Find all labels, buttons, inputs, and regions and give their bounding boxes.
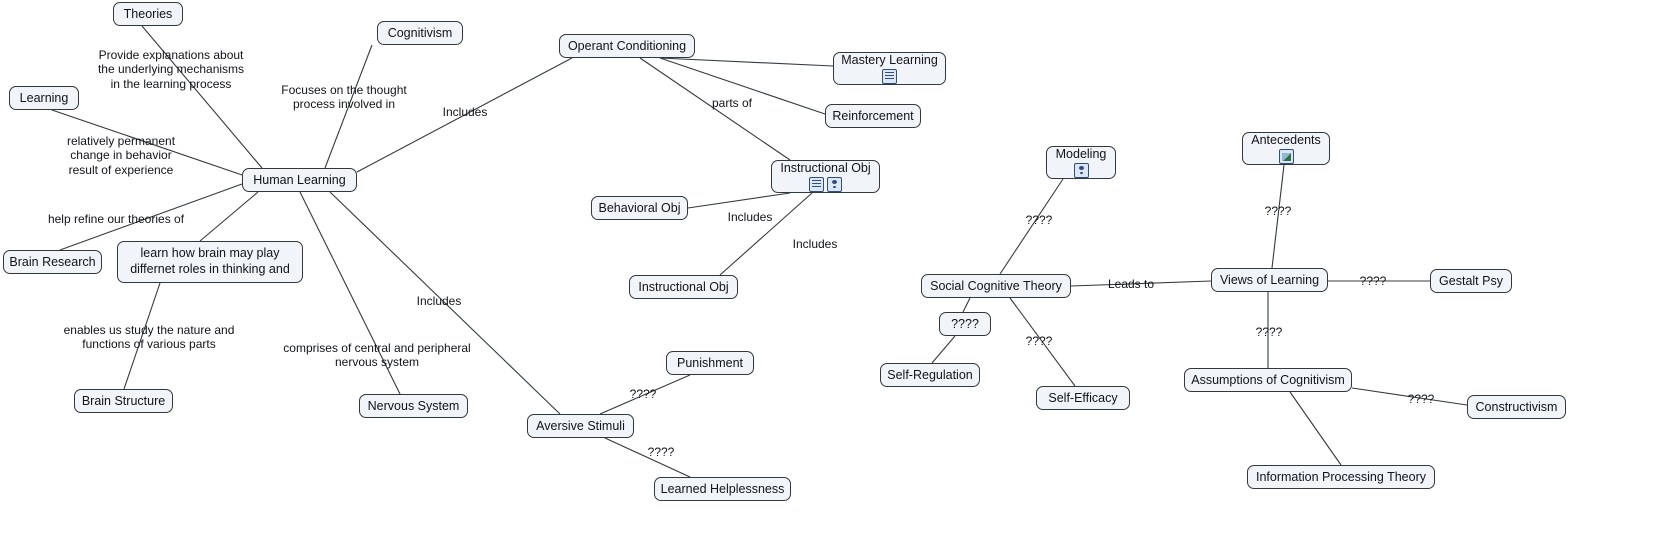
node-label: Information Processing Theory (1256, 469, 1426, 484)
node-label: Cognitivism (387, 25, 453, 40)
node-label: Human Learning (253, 172, 346, 187)
node-label: Learned Helplessness (660, 481, 785, 496)
node-label: Self-Regulation (887, 367, 973, 382)
edge-label-l-relatively-permanent: relatively permanent change in behavior result of experience (66, 134, 176, 177)
edge-operant-conditioning-to-mastery-learning (660, 58, 833, 66)
node-brain-structure[interactable] (74, 389, 173, 413)
person-icon[interactable] (1074, 163, 1089, 178)
node-instructional-obj-bottom[interactable] (629, 275, 738, 299)
node-label: Behavioral Obj (598, 200, 681, 215)
node-label: Aversive Stimuli (536, 418, 625, 433)
edge-behavioral-obj-to-instructional-obj-top (688, 193, 790, 208)
edge-label-l-q-selfeff: ???? (1025, 334, 1053, 348)
edge-unknown-scq-to-self-regulation (932, 336, 955, 363)
node-label: ???? (951, 316, 979, 331)
node-label: Reinforcement (832, 108, 914, 123)
node-punishment[interactable] (666, 351, 754, 375)
node-label: learn how brain may play differnet roles in thinking and (130, 246, 290, 276)
node-theories[interactable] (113, 2, 183, 26)
edge-label-l-includes-behavioral: Includes (727, 210, 773, 224)
node-learned-helplessness[interactable] (654, 477, 791, 501)
edge-label-l-q-modeling: ???? (1025, 213, 1053, 227)
node-behavioral-obj[interactable] (591, 196, 688, 220)
node-assumptions-of-cognitivism[interactable] (1184, 368, 1352, 392)
edge-label-l-q-gestalt: ???? (1359, 274, 1387, 288)
edge-social-cognitive-theory-to-unknown-scq (963, 298, 970, 312)
node-label: Self-Efficacy (1048, 390, 1118, 405)
node-label: Nervous System (367, 398, 460, 413)
node-label: Learning (19, 90, 69, 105)
node-icon-group (1074, 163, 1089, 178)
edge-label-l-provide-explanations: Provide explanations about the underlying mechanisms in the learning process (97, 48, 245, 91)
doc-icon[interactable] (882, 69, 897, 84)
node-label: Views of Learning (1219, 272, 1320, 287)
node-label: Antecedents (1251, 132, 1321, 147)
node-label: Punishment (676, 355, 743, 370)
edge-instructional-obj-top-to-instructional-obj-bottom (720, 193, 812, 275)
edge-label-l-parts-of: parts of (711, 96, 753, 110)
node-reinforcement[interactable] (825, 104, 921, 128)
edge-label-l-focuses-thought: Focuses on the thought process involved in (281, 83, 407, 112)
edge-human-learning-to-brain-roles (200, 192, 258, 241)
edge-label-l-includes-instr: Includes (792, 237, 838, 251)
doc-icon[interactable] (809, 177, 824, 192)
node-human-learning[interactable] (242, 168, 357, 192)
node-views-of-learning[interactable] (1211, 268, 1328, 292)
edge-label-l-q-helpless: ???? (647, 445, 675, 459)
node-label: Brain Structure (81, 393, 166, 408)
node-learning[interactable] (9, 86, 79, 110)
edge-label-l-q-punishment: ???? (629, 387, 657, 401)
person-icon[interactable] (827, 177, 842, 192)
node-label: Constructivism (1475, 399, 1558, 414)
node-mastery-learning[interactable] (833, 52, 946, 85)
edge-label-l-q-antecedents: ???? (1264, 204, 1292, 218)
node-brain-research[interactable] (3, 250, 102, 274)
node-label: Instructional Obj (638, 279, 729, 294)
node-self-efficacy[interactable] (1036, 386, 1130, 410)
edge-label-l-includes-aversive: Includes (416, 294, 462, 308)
node-instructional-obj-top[interactable] (771, 160, 880, 193)
edge-label-l-q-assumptions: ???? (1255, 325, 1283, 339)
node-label: Gestalt Psy (1439, 273, 1503, 288)
node-label: Mastery Learning (841, 52, 938, 67)
node-antecedents[interactable] (1242, 132, 1330, 165)
node-constructivism[interactable] (1467, 395, 1566, 419)
edge-label-l-help-refine: help refine our theories of (47, 212, 185, 226)
node-operant-conditioning[interactable] (559, 34, 695, 58)
node-social-cognitive-theory[interactable] (921, 274, 1071, 298)
node-brain-roles[interactable] (117, 241, 303, 283)
node-modeling[interactable] (1046, 146, 1116, 179)
node-self-regulation[interactable] (880, 363, 980, 387)
node-icon-group (882, 69, 897, 84)
edge-label-l-includes-top: Includes (442, 105, 488, 119)
node-information-processing-theory[interactable] (1247, 465, 1435, 489)
edge-label-l-leads-to: Leads to (1107, 277, 1155, 291)
node-cognitivism[interactable] (377, 21, 463, 45)
node-aversive-stimuli[interactable] (527, 414, 634, 438)
node-nervous-system[interactable] (359, 394, 468, 418)
node-gestalt-psy[interactable] (1430, 269, 1512, 293)
edge-assumptions-of-cognitivism-to-information-processing-theory (1290, 392, 1341, 465)
node-label: Assumptions of Cognitivism (1191, 372, 1345, 387)
node-label: Instructional Obj (780, 160, 871, 175)
node-label: Modeling (1055, 146, 1107, 161)
edge-label-l-comprises: comprises of central and peripheral nervous system (283, 341, 471, 370)
node-icon-group (809, 177, 842, 192)
node-label: Brain Research (9, 254, 96, 269)
node-label: Operant Conditioning (567, 38, 687, 53)
edge-label-l-q-constructivism: ???? (1407, 392, 1435, 406)
edge-label-l-enables-study: enables us study the nature and functions of various parts (63, 323, 235, 352)
node-label: Social Cognitive Theory (930, 278, 1062, 293)
node-icon-group (1279, 149, 1294, 164)
node-unknown-scq[interactable] (939, 312, 991, 336)
img-icon[interactable] (1279, 149, 1294, 164)
node-label: Theories (123, 6, 173, 21)
